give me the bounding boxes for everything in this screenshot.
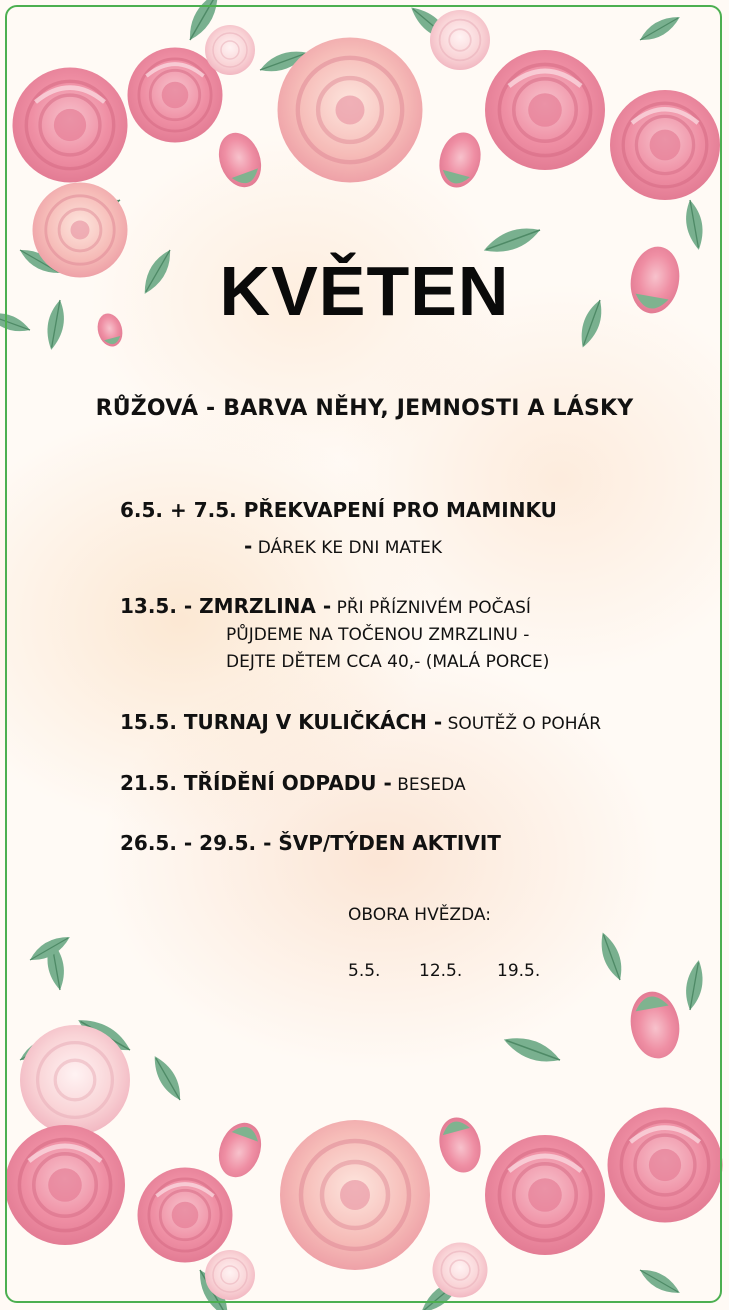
obora-label: OBORA HVĚZDA:: [348, 905, 491, 925]
event-5-head: 26.5. - 29.5. - ŠVP/TÝDEN AKTIVIT: [120, 831, 501, 855]
obora-date-2: 12.5.: [419, 961, 463, 981]
subtitle: RŮŽOVÁ - BARVA NĚHY, JEMNOSTI A LÁSKY: [95, 396, 634, 421]
event-1-detail: DÁREK KE DNI MATEK: [257, 538, 443, 558]
event-2-detail-2: PŮJDEME NA TOČENOU ZMRZLINU -: [226, 625, 530, 645]
event-2: [120, 594, 531, 618]
event-5: [120, 831, 501, 855]
event-4: [120, 771, 466, 795]
obora-date-1: 5.5.: [348, 961, 381, 981]
event-3-head: 15.5. TURNAJ V KULIČKÁCH -: [120, 710, 443, 734]
event-3-detail: SOUTĚŽ O POHÁR: [447, 714, 602, 734]
event-1: [120, 498, 557, 522]
event-4-detail: BESEDA: [397, 775, 466, 795]
event-1-dash: -: [244, 534, 253, 558]
event-2-detail-1: PŘI PŘÍZNIVÉM POČASÍ: [336, 598, 531, 618]
event-4-head: 21.5. TŘÍDĚNÍ ODPADU -: [120, 771, 392, 795]
obora-date-3: 19.5.: [497, 961, 541, 981]
event-2-head: 13.5. - ZMRZLINA -: [120, 594, 332, 618]
page-title: KVĚTEN: [219, 252, 510, 330]
event-3: [120, 710, 601, 734]
event-1-detail-line: [244, 534, 442, 558]
event-2-detail-3: DEJTE DĚTEM CCA 40,- (MALÁ PORCE): [226, 652, 550, 672]
event-1-head: 6.5. + 7.5. PŘEKVAPENÍ PRO MAMINKU: [120, 498, 557, 522]
